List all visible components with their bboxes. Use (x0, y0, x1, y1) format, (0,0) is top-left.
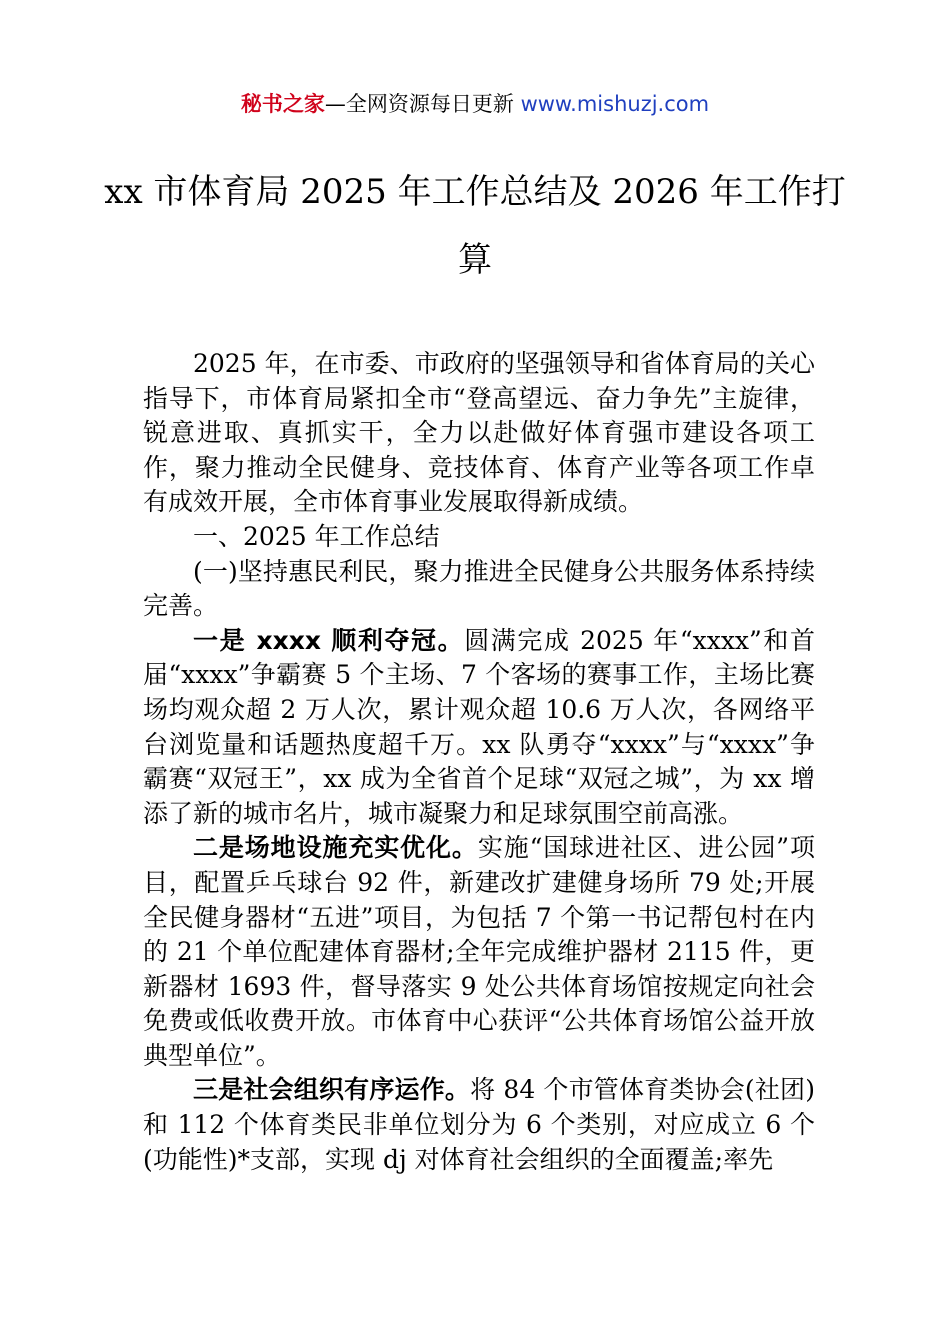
site-header (0, 86, 950, 122)
document-body (143, 347, 815, 1177)
site-tagline: —全网资源每日更新 (324, 92, 521, 116)
item-paragraph (143, 624, 815, 832)
item-lead: 一是 xxxx 顺利夺冠。 (193, 625, 465, 655)
section-heading: 一、2025 年工作总结 (193, 521, 440, 551)
item-lead: 三是社会组织有序运作。 (193, 1075, 471, 1105)
item-text: 实施“国球进社区、进公园”项目，配置乒乓球台 92 件，新建改扩建健身场所 79 处;开展全民健身器材“五进”项目，为包括 7 个第一书记帮包村在内的 21 个单位配建体育器材;全年完成维护器材 2115 件，更新器材 1693 件，督导落实 9 处公共体育场馆按规定向社会免费或低收费开放。市体育中心获评“公共体育场馆公益开放典型单位”。 (143, 833, 815, 1070)
item-lead: 二是场地设施充实优化。 (193, 833, 478, 863)
item-text: 将 84 个市管体育类协会(社团)和 112 个体育类民非单位划分为 6 个类别，对应成立 6 个(功能性)*支部，实现 dj 对体育社会组织的全面覆盖;率先 (143, 1075, 815, 1174)
item-paragraph (143, 1073, 815, 1177)
site-url-link[interactable]: www.mishuzj.com (520, 92, 710, 116)
document-title: xx 市体育局 2025 年工作总结及 2026 年工作打算 (104, 172, 846, 280)
intro-paragraph: 2025 年，在市委、市政府的坚强领导和省体育局的关心指导下，市体育局紧扣全市“登高望远、奋力争先”主旋律，锐意进取、真抓实干，全力以赴做好体育强市建设各项工作，聚力推动全民健身、竞技体育、体育产业等各项工作卓有成效开展，全市体育事业发展取得新成绩。 (143, 349, 815, 517)
site-brand: 秘书之家 (240, 92, 325, 116)
item-text: 圆满完成 2025 年“xxxx”和首届“xxxx”争霸赛 5 个主场、7 个客场的赛事工作，主场比赛场均观众超 2 万人次，累计观众超 10.6 万人次，各网络平台浏览量和话题热度超千万。xx 队勇夺“xxxx”与“xxxx”争霸赛“双冠王”，xx 成为全省首个足球“双冠之城”，为 xx 增添了新的城市名片，城市凝聚力和足球氛围空前高涨。 (143, 625, 815, 828)
item-paragraph (143, 831, 815, 1073)
subsection-heading: (一)坚持惠民利民，聚力推进全民健身公共服务体系持续完善。 (143, 556, 815, 621)
